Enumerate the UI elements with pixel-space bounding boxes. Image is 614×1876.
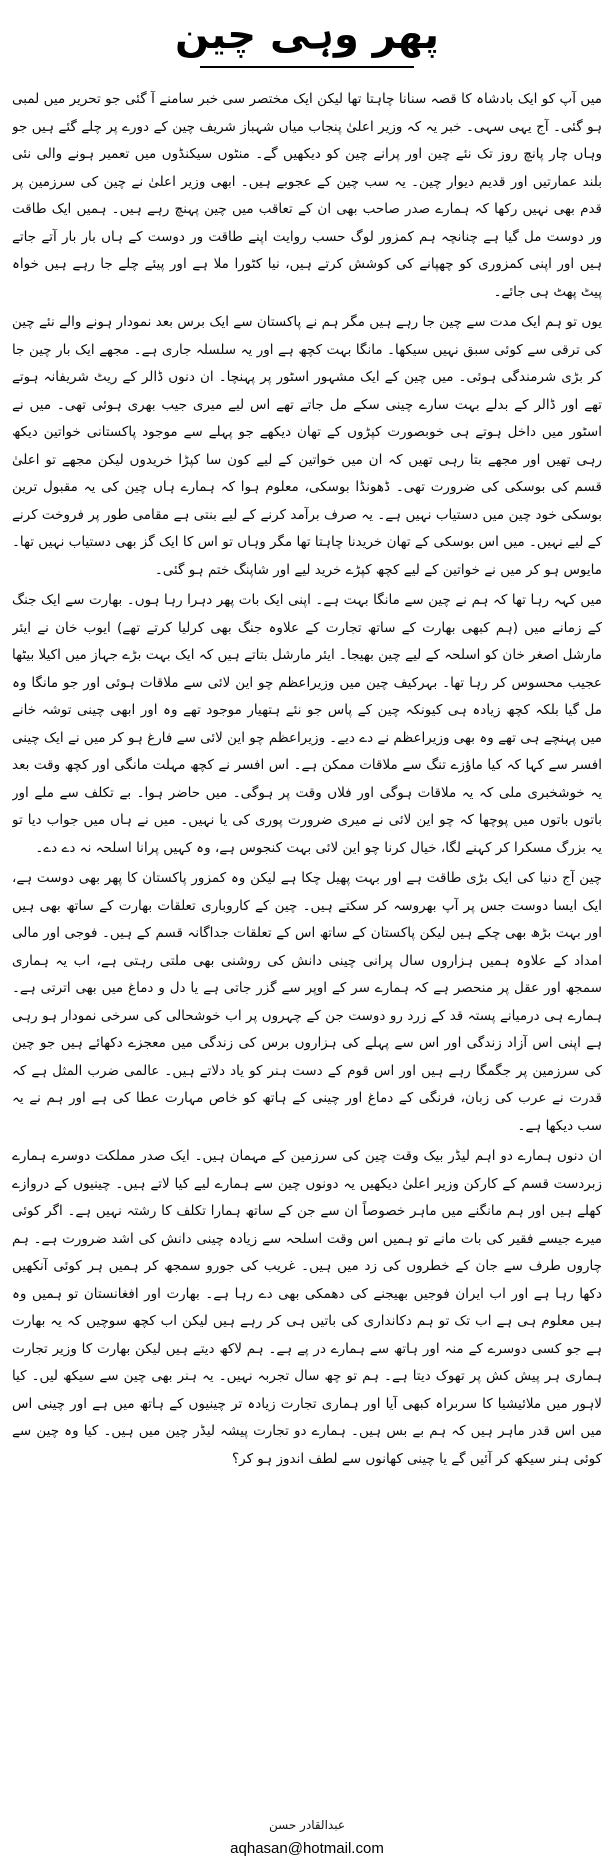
column-masthead <box>0 8 614 74</box>
author-byline: عبدالقادر حسن <box>268 1818 345 1832</box>
article-paragraph-3: میں کہہ رہا تھا کہ ہم نے چین سے مانگا بہت ہے۔ اپنی ایک بات پھر دہرا رہا ہوں۔ بھارت سے ایک جنگ کے زمانے میں (ہم کبھی بھارت کے ساتھ تجارت کے علاوہ جنگ بھی کرلیا کرتے تھے) ایوب خان نے ایئر مارشل اصغر خان کو اسلحہ کے لیے چین بھیجا۔ ایئر مارشل بتاتے ہیں کہ ایک بہت بڑے جہاز میں اکیلا بیٹھا عجیب محسوس کر رہا تھا۔ بہرکیف چین میں وزیراعظم چو این لائی سے ملاقات ہوئی اور جو مانگا وہ مل گیا بلکہ کچھ زیادہ ہی کیونکہ چین کے پاس جو نئے ہتھیار موجود تھے وہ اور ابھی چینی توشہ خانے میں پہنچے ہی تھے وہ بھی وزیراعظم نے دے دیے۔ وزیراعظم چو این لائی سے فارغ ہو کر میں نے ایک چینی افسر سے کہا کہ کیا ماؤزے تنگ سے ملاقات ممکن ہے۔ اس افسر نے کچھ مہلت مانگی اور کچھ وقت بعد یہ خوشخبری ملی کہ یہ ملاقات ہوگی اور فلاں وقت پر ہوگی۔ میں حاضر ہوا۔ بے تکلف سے ملے اور باتوں باتوں میں پوچھا کہ چو این لائی نے میری ضرورت پوری کی یا نہیں۔ میں نے ہاں میں جواب دیا تو یہ بزرگ مسکرا کر کہنے لگا، خیال کرنا چو این لائی بہت کنجوس ہے، وہ کہیں پرانا اسلحہ نہ دے دے۔ <box>12 592 602 856</box>
article-paragraph-1: میں آپ کو ایک بادشاہ کا قصہ سنانا چاہتا تھا لیکن ایک مختصر سی خبر سامنے آ گئی جو تحریر میں لمبی ہو گئی۔ آج یہی سہی۔ خبر یہ کہ وزیر اعلیٰ پنجاب میاں شہباز شریف چین کے دورے پر چلے گئے ہیں جو وہاں چار پانچ روز تک نئے چین اور پرانے چین کو دیکھیں گے۔ منٹوں سیکنڈوں میں تعمیر ہونے والی نئی بلند عمارتیں اور قدیم دیوار چین۔ یہ سب چین کے عجوبے ہیں۔ ابھی وزیر اعلیٰ نے چین کی سرزمین پر قدم بھی نہیں رکھا کہ ہمارے صدر صاحب بھی ان کے تعاقب میں چین پہنچ رہے ہیں۔ ہمیں ایک طاقت ور دوست مل گیا ہے چنانچہ ہم کمزور لوگ حسب روایت اپنے طاقت ور دوست کے ہاں بار بار آتے جاتے ہیں اور اپنی کمزوری کو چھپانے کی کوشش کرتے ہیں، نیا کٹورا ملا ہے اور پیئے چلے جا رہے ہیں خواہ پیٹ پھٹ ہی جائے۔ <box>12 91 602 300</box>
title-underline <box>200 66 414 68</box>
article-paragraph-5: ان دنوں ہمارے دو اہم لیڈر بیک وقت چین کی سرزمین کے مہمان ہیں۔ ایک صدر مملکت دوسرے ہمارے زبردست قسم کے کارکن وزیر اعلیٰ دیکھیں یہ دونوں چین سے ہمارے لیے کیا لاتے ہیں۔ چینیوں کے دروازے کھلے ہیں اور ہم مانگنے میں ماہر خصوصاً ان سے جن کے ساتھ ہمارا تکلف کا رشتہ نہیں ہے۔ اگر کوئی میرے جیسے فقیر کی بات مانے تو ہمیں اس وقت اسلحہ سے زیادہ چینی دانش کی اشد ضرورت ہے۔ ہم چاروں طرف سے جان کے خطروں کی زد میں ہیں۔ غریب کی جورو سمجھ کر ہمیں ہر کوئی آنکھیں دکھا رہا ہے اور اب ایران فوجیں بھیجنے کی دھمکی بھی دے رہا ہے۔ بھارت اور افغانستان تو ہمیں وہ ہیں معلوم ہی ہے اب تک تو ہم دکانداری کی باتیں ہی کر رہے ہیں لیکن اب کچھ سوچیں کہ یہ بھارت ہے جو کسی دوسرے کے منہ اور ہاتھ سے ہمارے در پے ہے۔ ہم لاکھ دیتے ہیں لیکن بھارت کا وزیر تجارت ہماری ہر پیش کش پر تھوک دیتا ہے۔ ہم تو چھ سال تجربہ نہیں۔ یہ ہنر بھی چین سے سیکھ لیں۔ کیا لاہور میں ملائیشیا کا سربراہ کبھی آیا اور ہماری تجارت زیادہ تر چینیوں کے ہاتھ میں ہے اور چینی اس میں اس قدر ماہر ہیں کہ ہم بے بس ہیں۔ ہمارے دو تجارت پیشہ لیڈر چین میں ہیں۔ کیا وہ چین سے کوئی ہنر سیکھ کر آئیں گے یا چینی کھانوں سے لطف اندوز ہو کر؟ <box>12 1148 602 1467</box>
article-paragraph-4: چین آج دنیا کی ایک بڑی طاقت ہے اور بہت پھیل چکا ہے لیکن وہ کمزور پاکستان کا پھر بھی دوست ہے، ایک ایسا دوست جس پر آپ بھروسہ کر سکتے ہیں۔ چین کے کاروباری تعلقات بھارت کے ساتھ بھی ہیں اور بہت بڑھ بھی چکے ہیں لیکن پاکستان کے ساتھ اس کے تعلقات جداگانہ قسم کے ہیں۔ فوجی اور مالی امداد کے علاوہ ہمیں ہزاروں سال پرانی چینی دانش کی روشنی بھی ملتی رہتی ہے، اب یہ ہماری سمجھ اور عقل پر منحصر ہے کہ ہمارے سر کے اوپر سے گزر جاتی ہے یا دل و دماغ میں بھی اترتی ہے۔ ہمارے ہی درمیانے پستہ قد کے زرد رو دوست جن کے چہروں پر اب خوشحالی کی سرخی نمودار ہو رہی ہے اپنی اس آزاد زندگی اور اس سے پہلے کی ہزاروں برس کی زندگی میں معجزے دکھائے ہیں جو چین کی سرزمین پر جگمگا رہے ہیں اور اس قوم کے دست ہنر کو یاد دلاتے ہیں۔ عالمی ضرب المثل ہے کہ قدرت نے عرب کی زبان، فرنگی کے دماغ اور چینی کے ہاتھ کو خاص مہارت عطا کی ہے اور ہم نے یہ سب دیکھا ہے۔ <box>12 870 602 1134</box>
author-email: aqhasan@hotmail.com <box>230 1840 384 1857</box>
column-title: پھر وہی چین <box>174 12 440 58</box>
article-paragraph-2: یوں تو ہم ایک مدت سے چین جا رہے ہیں مگر ہم نے پاکستان سے ایک برس بعد نمودار ہونے والے نئے چین کی ترقی سے کوئی سبق نہیں سیکھا۔ مانگا بہت کچھ ہے اور یہ سلسلہ جاری ہے۔ مجھے ایک بار چین جا کر بڑی شرمندگی ہوئی۔ میں چین کے ایک مشہور اسٹور پر پہنچا۔ ان دنوں ڈالر کے ریٹ شریفانہ ہوتے تھے اور ڈالر کے بدلے بہت سارے چینی سکے مل جاتے تھے اس لیے میری جیب بھری ہوئی تھی۔ میں نے اسٹور میں داخل ہوتے ہی خوبصورت کپڑوں کے تھان دیکھے جو پہلے سے موجود پاکستانی خواتین دیکھ رہی تھیں اور مجھے بتا رہی تھیں کہ ان میں خواتین کے لیے کون سا کپڑا خریدوں لیکن مجھے تو اعلیٰ قسم کی بوسکی کی ضرورت تھی۔ ڈھونڈا بوسکی، معلوم ہوا کہ ہمارے ہاں چین کی یہ مقبول ترین بوسکی خود چین میں دستیاب نہیں ہے۔ یہ صرف برآمد کرنے کے لیے بنتی ہے مقامی طور پر فروخت کرنے کے لیے نہیں۔ میں اس بوسکی کے تھان خریدنا چاہتا تھا مگر وہاں تو اس کا ایک گز بھی دستیاب نہیں تھا۔ مایوس ہو کر میں نے خواتین کے لیے کچھ کپڑے خرید لیے اور شاپنگ ختم ہو گئی۔ <box>12 314 602 578</box>
article-body <box>12 86 602 1806</box>
